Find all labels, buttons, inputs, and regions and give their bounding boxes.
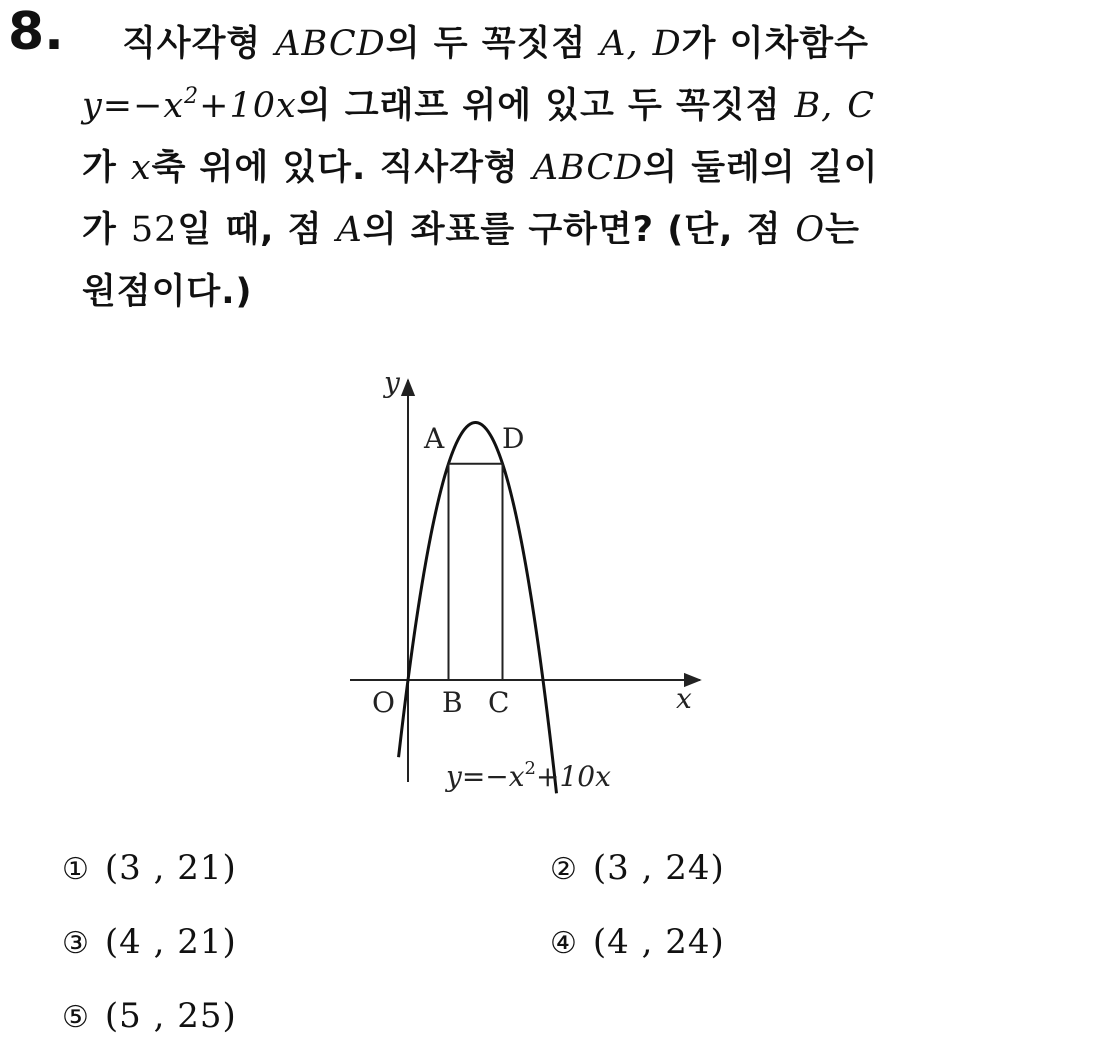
choice-marker: ⑤ (62, 1000, 89, 1035)
choice-value: (4 , 24) (592, 922, 725, 962)
math-point-a: A (336, 210, 363, 250)
math-rect-name: ABCD (532, 148, 644, 188)
label-b: B (442, 686, 463, 719)
text-segment: 가 (82, 148, 117, 188)
choice-5[interactable] (62, 986, 237, 1046)
curve-label (444, 758, 611, 793)
problem-line-1 (82, 18, 1062, 80)
choice-value: (3 , 21) (104, 848, 237, 888)
parabola-curve (399, 423, 557, 794)
choice-value: (4 , 21) (104, 922, 237, 962)
math-rect-name: ABCD (275, 24, 386, 64)
figure-svg (330, 360, 750, 800)
math-point-a: A, (600, 24, 639, 64)
label-d: D (502, 422, 525, 455)
choice-marker: ① (62, 852, 89, 887)
text-segment: 직사각형 (122, 24, 262, 64)
text-segment: 의 두 꼭짓점 (385, 24, 587, 64)
math-function-part2: +10x (199, 86, 297, 126)
parabola-figure (330, 360, 750, 800)
choice-marker: ② (550, 852, 577, 887)
question-number: 8. (8, 2, 64, 62)
text-segment: 의 둘레의 길이 (643, 148, 879, 188)
choice-3[interactable] (62, 912, 237, 972)
math-point-c: C (847, 86, 876, 126)
math-origin: O (795, 210, 826, 250)
y-axis-label: y (384, 366, 400, 399)
curve-label-part2: +10x (535, 760, 611, 793)
math-point-d: D (652, 24, 682, 64)
text-segment: 가 이차함수 (681, 24, 869, 64)
math-function-exponent: 2 (184, 84, 200, 109)
label-c: C (488, 686, 510, 719)
choice-marker: ④ (550, 926, 577, 961)
choice-value: (5 , 25) (104, 996, 237, 1036)
curve-label-exponent: 2 (524, 758, 536, 779)
text-segment: 의 좌표를 구하면? (단, 점 (362, 210, 782, 250)
problem-line-3 (82, 142, 1062, 204)
choice-value: (3 , 24) (592, 848, 725, 888)
math-function-part1: y=−x (82, 86, 185, 126)
problem-line-2 (82, 80, 1062, 142)
problem-line-4 (82, 204, 1062, 266)
choice-1[interactable] (62, 838, 237, 898)
text-segment: 는 (825, 210, 860, 250)
choice-2[interactable] (550, 838, 725, 898)
text-segment: 가 (82, 210, 117, 250)
curve-label-part1: y=−x (446, 760, 525, 793)
math-point-b: B, (794, 86, 834, 126)
label-o: O (372, 686, 395, 719)
choice-marker: ③ (62, 926, 89, 961)
math-x-axis: x (130, 148, 152, 188)
choice-4[interactable] (550, 912, 725, 972)
text-segment: 의 그래프 위에 있고 두 꼭짓점 (296, 86, 781, 126)
text-segment: 일 때, 점 (177, 210, 323, 250)
problem-text (82, 18, 1062, 328)
math-perimeter: 52 (130, 210, 178, 250)
label-a: A (424, 422, 445, 455)
problem-line-5 (82, 266, 1062, 328)
x-axis-label: x (676, 682, 692, 715)
text-segment: 원점이다.) (82, 272, 253, 312)
text-segment: 축 위에 있다. 직사각형 (151, 148, 519, 188)
